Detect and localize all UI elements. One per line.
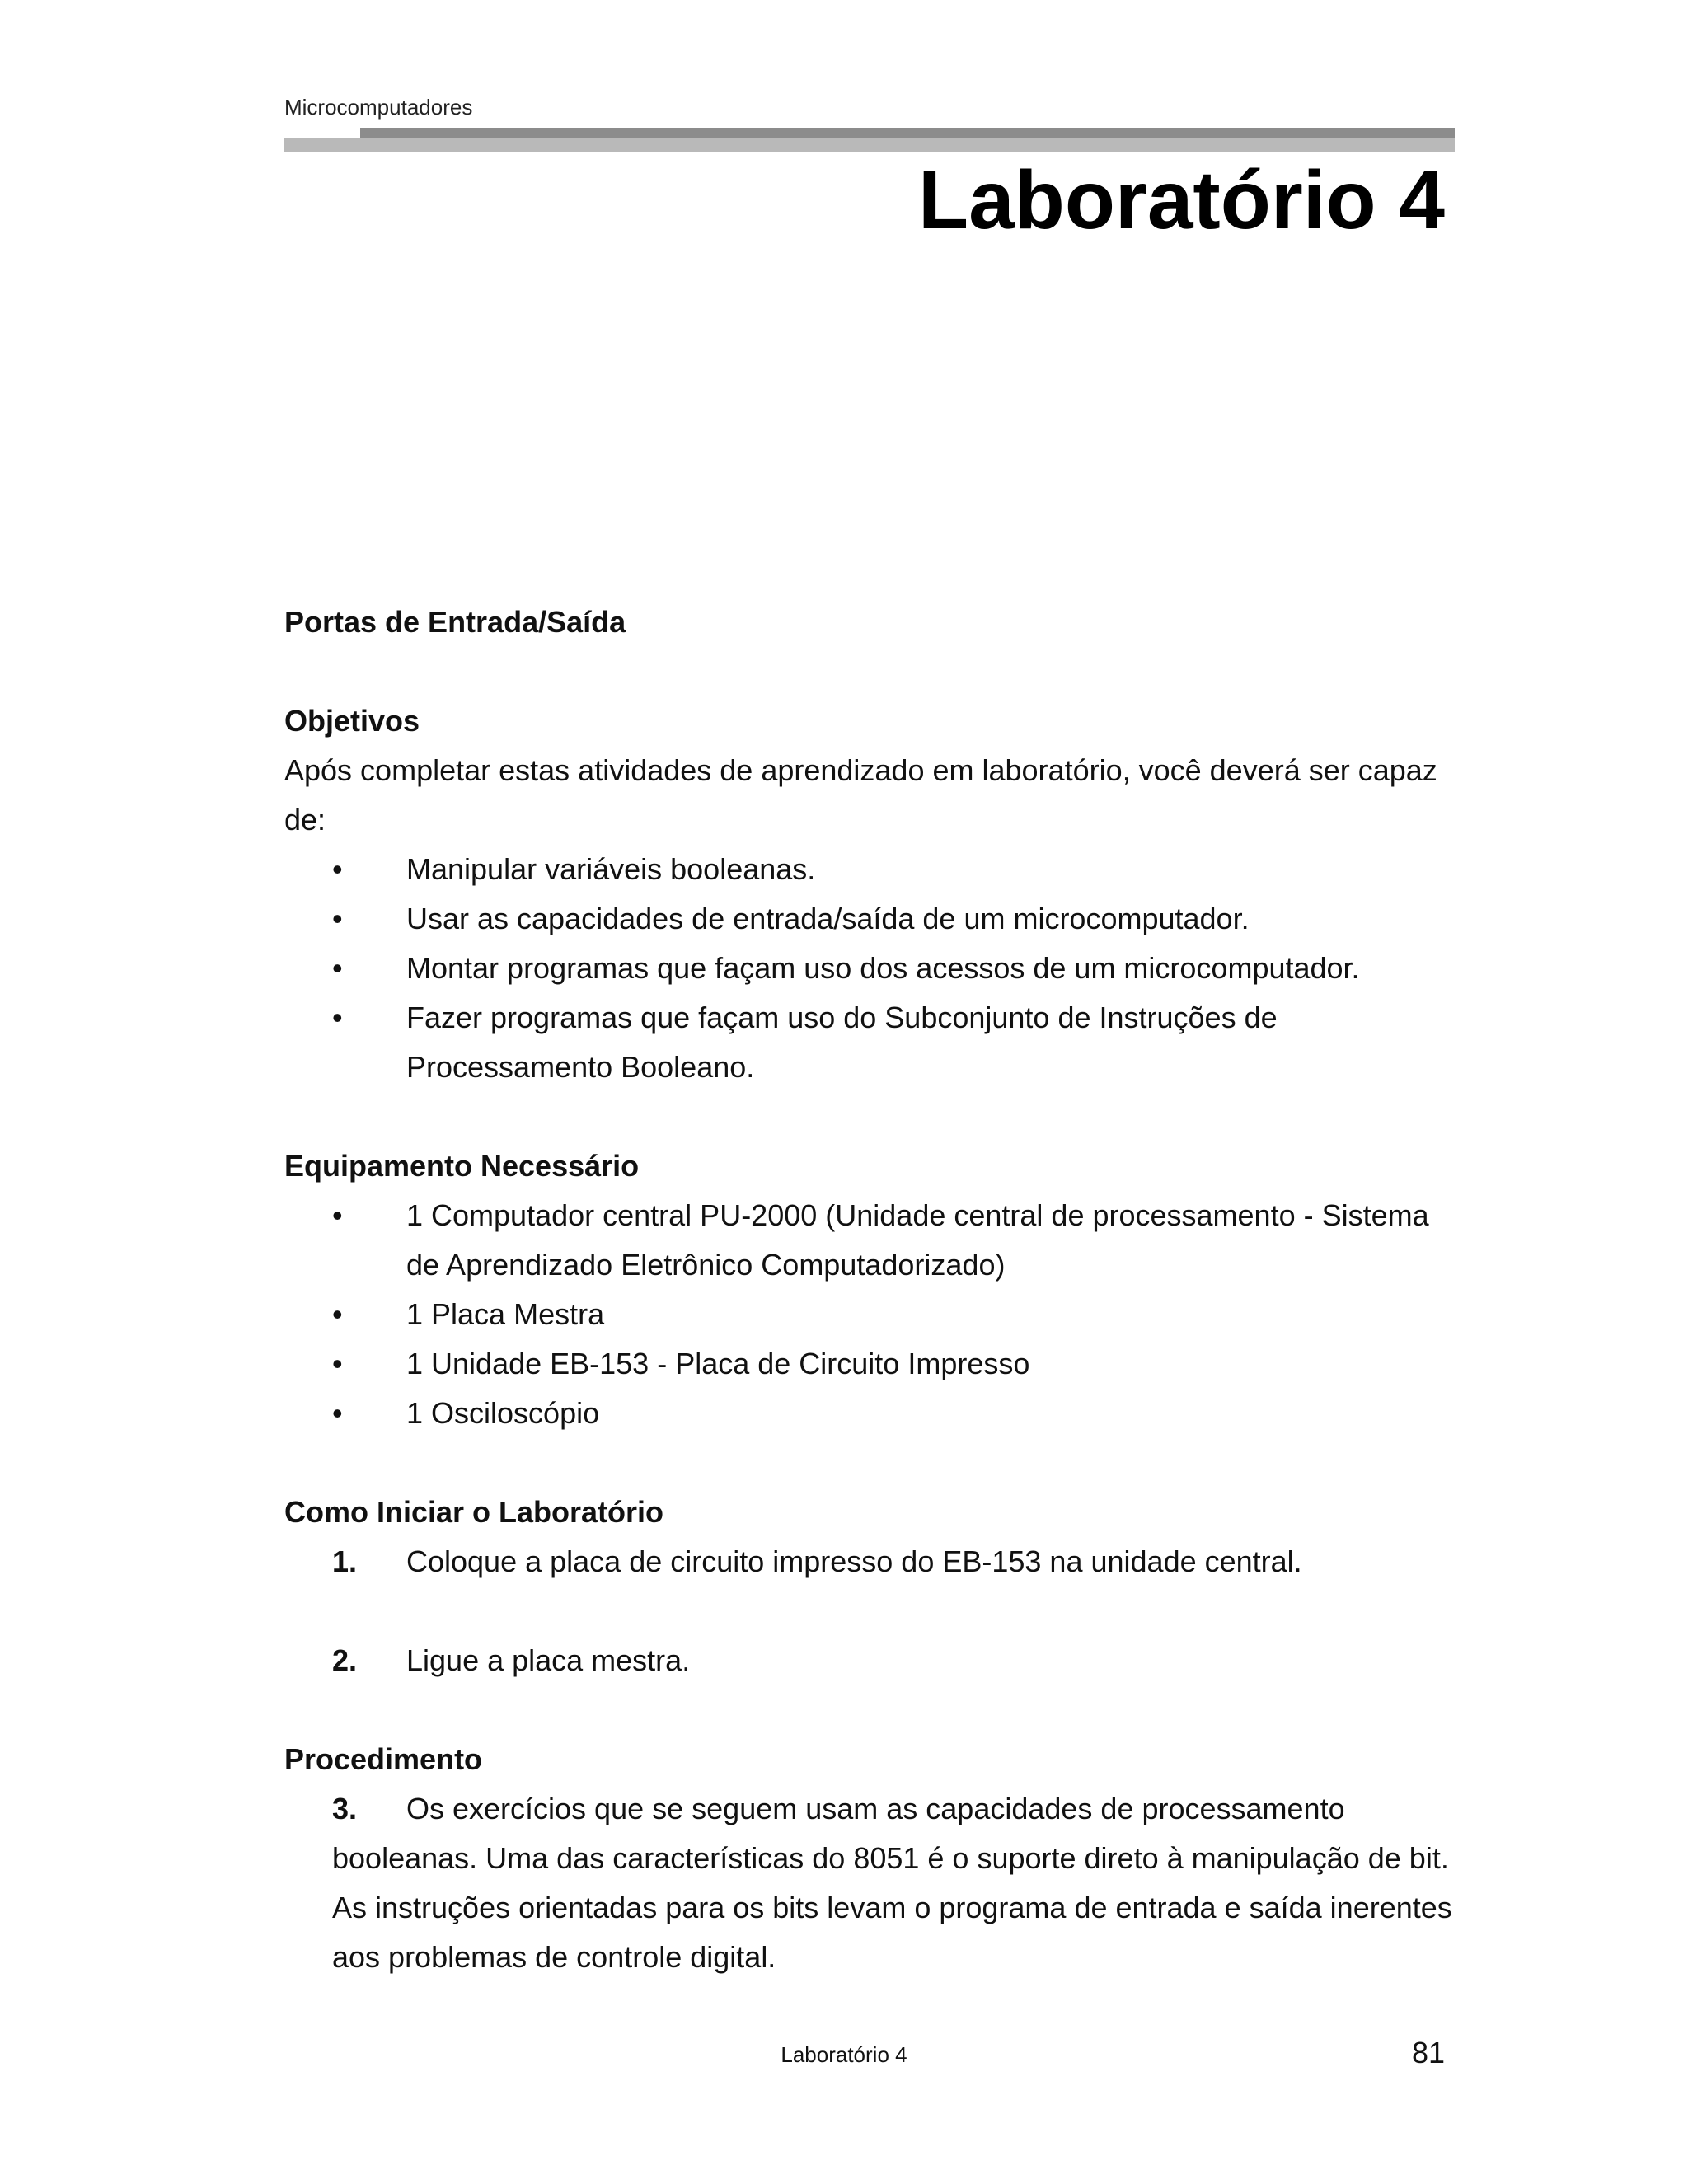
- header-rule-dark: [360, 128, 1455, 139]
- bullet-icon: •: [332, 1347, 343, 1380]
- document-body: [284, 598, 1455, 1982]
- objetivos-item: • Usar as capacidades de entrada/saída de um microcomputador.: [284, 894, 1455, 944]
- bullet-icon: •: [332, 1297, 343, 1331]
- iniciar-step: [284, 1636, 1455, 1685]
- chapter-title: Laboratório 4: [918, 154, 1445, 246]
- footer-label: Laboratório 4: [781, 2042, 907, 2067]
- equipamento-list: [284, 1191, 1455, 1438]
- bullet-icon: •: [332, 902, 343, 935]
- objetivos-item: • Montar programas que façam uso dos acessos de um microcomputador.: [284, 944, 1455, 993]
- objetivos-item: • Fazer programas que façam uso do Subconjunto de Instruções de Processamento Booleano.: [284, 993, 1455, 1092]
- equipamento-heading: Equipamento Necessário: [284, 1149, 640, 1183]
- equipamento-item: • 1 Placa Mestra: [284, 1290, 1455, 1339]
- procedimento-step: [284, 1784, 1455, 1982]
- equipamento-item: • 1 Computador central PU-2000 (Unidade central de processamento - Sistema de Aprendizado Eletrônico Computadorizado): [284, 1191, 1455, 1290]
- step-text: Ligue a placa mestra.: [406, 1643, 691, 1677]
- step-number: 2.: [332, 1643, 358, 1677]
- header-rule: [284, 128, 1455, 152]
- objetivos-item: • Manipular variáveis booleanas.: [284, 845, 1455, 894]
- step-text: Coloque a placa de circuito impresso do EB-153 na unidade central.: [406, 1544, 1302, 1578]
- topic-heading: Portas de Entrada/Saída: [284, 605, 626, 639]
- equipamento-item: • 1 Osciloscópio: [284, 1389, 1455, 1438]
- procedimento-heading: Procedimento: [284, 1742, 483, 1776]
- running-header: Microcomputadores: [284, 95, 473, 120]
- equipamento-item: • 1 Unidade EB-153 - Placa de Circuito Impresso: [284, 1339, 1455, 1389]
- bullet-icon: •: [332, 951, 343, 985]
- objetivos-list: [284, 845, 1455, 1092]
- step-text: Os exercícios que se seguem usam as capacidades de processamento booleanas. Uma das características do 8051 é o suporte direto à manipulação de bit. As instruções orientadas para os bits levam o programa de entrada e saída inerentes aos problemas de controle digital.: [332, 1792, 1452, 1974]
- objetivos-intro: Após completar estas atividades de aprendizado em laboratório, você deverá ser capaz de:: [284, 753, 1437, 837]
- iniciar-heading: Como Iniciar o Laboratório: [284, 1495, 664, 1529]
- bullet-icon: •: [332, 1396, 343, 1430]
- page-number: 81: [1411, 2036, 1445, 2069]
- objetivos-heading: Objetivos: [284, 704, 420, 738]
- bullet-icon: •: [332, 1001, 343, 1034]
- step-number: 1.: [332, 1544, 358, 1578]
- bullet-icon: •: [332, 1198, 343, 1232]
- header-rule-light: [284, 138, 1455, 152]
- iniciar-step: [284, 1537, 1455, 1586]
- bullet-icon: •: [332, 852, 343, 886]
- step-number: 3.: [332, 1792, 358, 1825]
